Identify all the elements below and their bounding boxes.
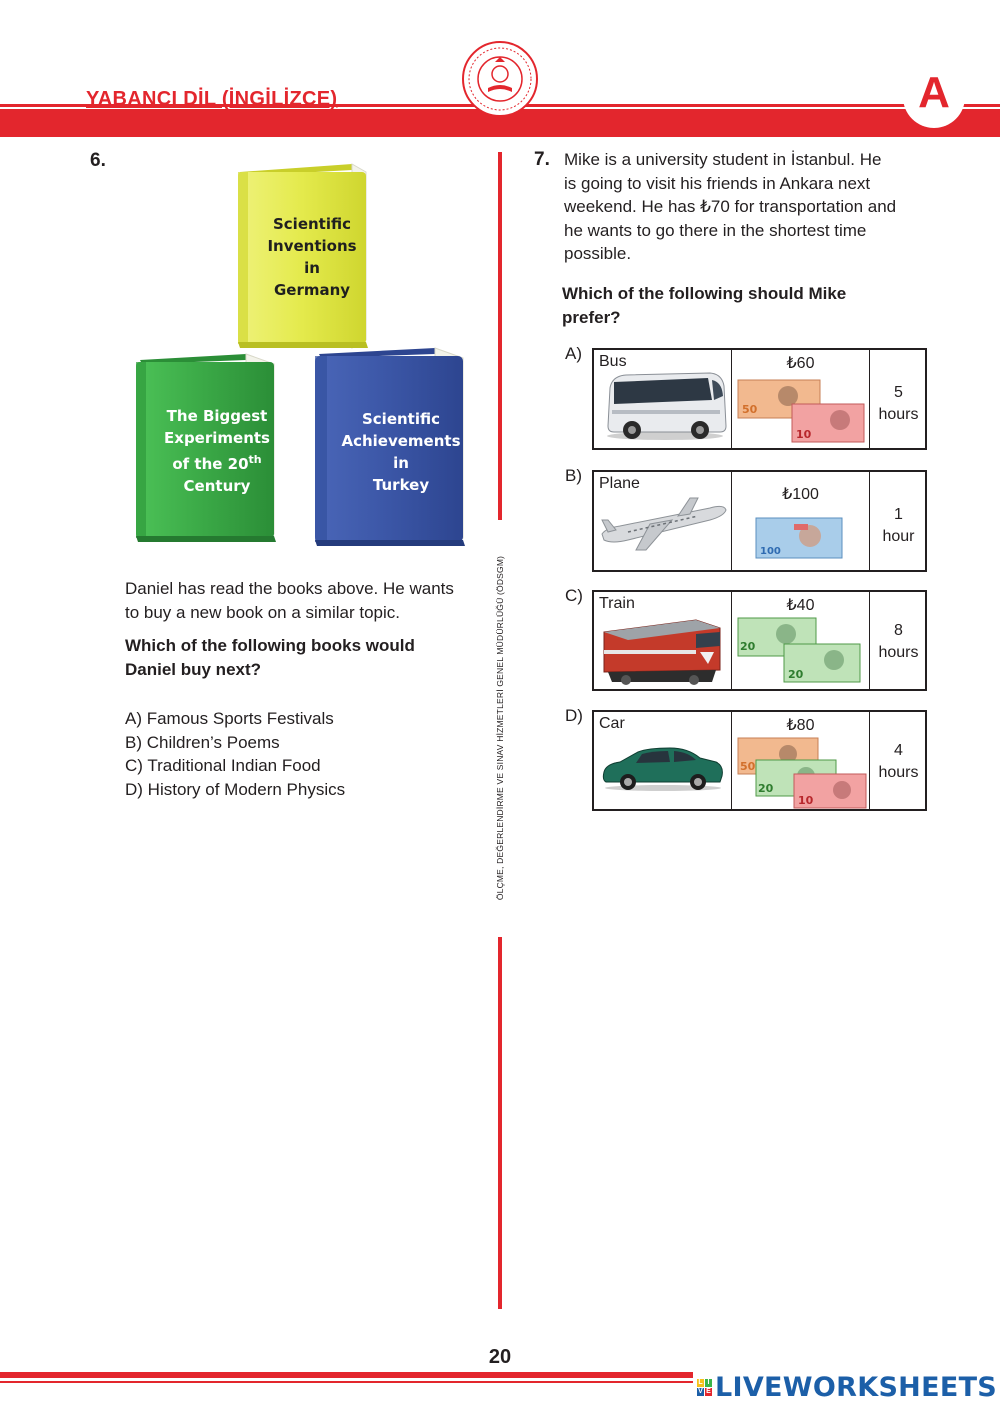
logo-letter-v: V — [698, 1387, 703, 1395]
option-d-price: ₺80 — [786, 717, 815, 734]
question-7-stem-line-4: he wants to go there in the shortest time — [564, 220, 867, 240]
book-yellow-line-1: Scientific — [272, 215, 351, 233]
banknotes-icon — [736, 736, 868, 810]
option-a-price: ₺60 — [786, 355, 815, 372]
book-yellow-line-2: Inventions — [267, 237, 357, 255]
option-a-price-cell — [732, 350, 870, 448]
option-b-duration-value: 1 — [894, 506, 903, 523]
option-c-duration-value: 8 — [894, 622, 903, 639]
question-7-option-b-table[interactable] — [592, 470, 927, 572]
book-yellow-line-4: Germany — [273, 281, 351, 299]
question-6-stem-line-1: Daniel has read the books above. He wants — [125, 579, 454, 598]
question-7-option-b-letter[interactable]: B) — [565, 466, 582, 485]
book-blue-line-2: Achievements — [341, 432, 461, 450]
plane-icon — [598, 494, 728, 556]
train-icon — [600, 612, 726, 688]
book-green-line-2: Experiments — [164, 429, 270, 447]
option-c-duration-unit: hours — [878, 644, 919, 661]
bus-icon — [602, 370, 728, 442]
book-blue-line-4: Turkey — [372, 476, 430, 494]
question-6-option-c[interactable]: C) Traditional Indian Food — [125, 756, 321, 775]
book-green-line-4: Century — [183, 477, 251, 495]
option-d-mode-label: Car — [599, 715, 625, 732]
option-a-mode-cell — [594, 350, 732, 448]
option-b-duration — [870, 504, 927, 548]
option-d-duration — [870, 740, 927, 784]
question-7-stem — [564, 148, 896, 266]
option-d-duration-cell — [870, 712, 927, 809]
option-c-duration — [870, 620, 927, 664]
option-b-duration-unit: hour — [882, 528, 915, 545]
option-d-duration-value: 4 — [894, 742, 903, 759]
banknote-100-icon — [754, 516, 844, 560]
option-d-mode-cell — [594, 712, 732, 809]
book-yellow-line-3: in — [304, 259, 320, 277]
logo-letter-l: L — [698, 1378, 703, 1386]
vertical-institution-text: ÖLÇME, DEĞERLENDİRME VE SINAV HİZMETLERİ GENEL MÜDÜRLÜĞÜ (ÖDSGM) — [495, 555, 505, 901]
option-b-price-cell — [732, 472, 870, 570]
banknotes-icon — [736, 616, 864, 686]
subject-title-text: YABANCI DİL (İNGİLİZCE) — [86, 88, 338, 110]
page-number: 20 — [488, 1346, 512, 1368]
subject-title — [86, 88, 337, 111]
question-7-option-d-letter[interactable]: D) — [565, 706, 583, 725]
option-c-duration-cell — [870, 592, 927, 689]
logo-letter-i: I — [705, 1379, 712, 1387]
question-7-stem-line-2: is going to visit his friends in Ankara next — [564, 173, 871, 193]
question-6-prompt-line-2: Daniel buy next? — [125, 660, 262, 679]
question-6-prompt-line-1: Which of the following books would — [125, 636, 415, 655]
question-6-stem — [125, 577, 454, 625]
question-7-prompt-line-1: Which of the following should Mike — [562, 284, 847, 303]
book-green-line-3-text: of the 20 — [172, 455, 249, 473]
option-a-duration-unit: hours — [878, 406, 919, 423]
option-c-mode-label: Train — [599, 595, 635, 612]
question-6-prompt — [125, 634, 415, 682]
liveworksheets-logo-icon — [697, 1379, 712, 1396]
book-green-line-1: The Biggest — [166, 407, 268, 425]
question-7-stem-line-5: possible. — [564, 244, 632, 263]
question-6-option-d[interactable]: D) History of Modern Physics — [125, 779, 346, 799]
option-c-price-cell — [732, 592, 870, 689]
option-a-duration-cell — [870, 350, 927, 448]
question-7-option-c-letter[interactable]: C) — [565, 586, 583, 605]
note-10-label: 10 — [796, 428, 812, 441]
book-yellow-title — [248, 213, 376, 301]
booklet-letter: A — [918, 68, 950, 117]
question-7-option-d-table[interactable] — [592, 710, 927, 811]
column-divider-top — [498, 152, 502, 520]
question-6-option-a[interactable]: A) Famous Sports Festivals — [125, 709, 334, 728]
logo-letter-e: E — [706, 1387, 711, 1395]
option-b-duration-cell — [870, 472, 927, 570]
banknotes-icon — [736, 376, 868, 446]
note-20-label-2: 20 — [788, 668, 804, 681]
question-7-stem-line-3: weekend. He has ₺70 for transportation and — [564, 197, 897, 216]
book-green-line-3 — [150, 449, 284, 475]
liveworksheets-watermark[interactable] — [693, 1369, 1000, 1405]
option-b-mode-label: Plane — [599, 475, 640, 492]
option-b-price: ₺100 — [782, 486, 819, 503]
note-10-label-d: 10 — [798, 794, 814, 807]
question-7-option-a-letter[interactable]: A) — [565, 344, 582, 363]
option-a-mode-label: Bus — [599, 353, 627, 370]
ministry-seal-icon — [461, 40, 539, 118]
question-7-option-a-table[interactable] — [592, 348, 927, 450]
option-d-price-cell — [732, 712, 870, 809]
question-7-number: 7. — [534, 149, 550, 170]
book-green-title — [150, 405, 284, 497]
question-7-option-c-table[interactable] — [592, 590, 927, 691]
book-blue-line-1: Scientific — [361, 410, 440, 428]
car-icon — [600, 742, 726, 792]
question-6-number: 6. — [90, 150, 106, 171]
column-divider-bottom — [498, 937, 502, 1309]
book-green-superscript: th — [248, 453, 262, 466]
option-c-price: ₺40 — [786, 597, 815, 614]
option-c-mode-cell — [594, 592, 732, 689]
note-20-label-1: 20 — [740, 640, 756, 653]
question-7-prompt — [562, 282, 846, 330]
note-50-label: 50 — [742, 403, 758, 416]
note-100-label: 100 — [760, 546, 781, 557]
option-a-duration — [870, 382, 927, 426]
note-50-label-d: 50 — [740, 760, 756, 773]
option-d-duration-unit: hours — [878, 764, 919, 781]
question-7-stem-line-1: Mike is a university student in İstanbul. He — [564, 150, 882, 169]
book-blue-title — [340, 408, 462, 496]
question-6-options — [125, 707, 345, 801]
option-b-mode-cell — [594, 472, 732, 570]
watermark-text: LIVEWORKSHEETS — [715, 1371, 998, 1403]
book-blue-line-3: in — [393, 454, 409, 472]
option-a-duration-value: 5 — [894, 384, 903, 401]
question-7-prompt-line-2: prefer? — [562, 308, 621, 327]
question-6-stem-line-2: to buy a new book on a similar topic. — [125, 603, 400, 622]
note-20-label-d: 20 — [758, 782, 774, 795]
question-6-option-b[interactable]: B) Children’s Poems — [125, 732, 280, 752]
